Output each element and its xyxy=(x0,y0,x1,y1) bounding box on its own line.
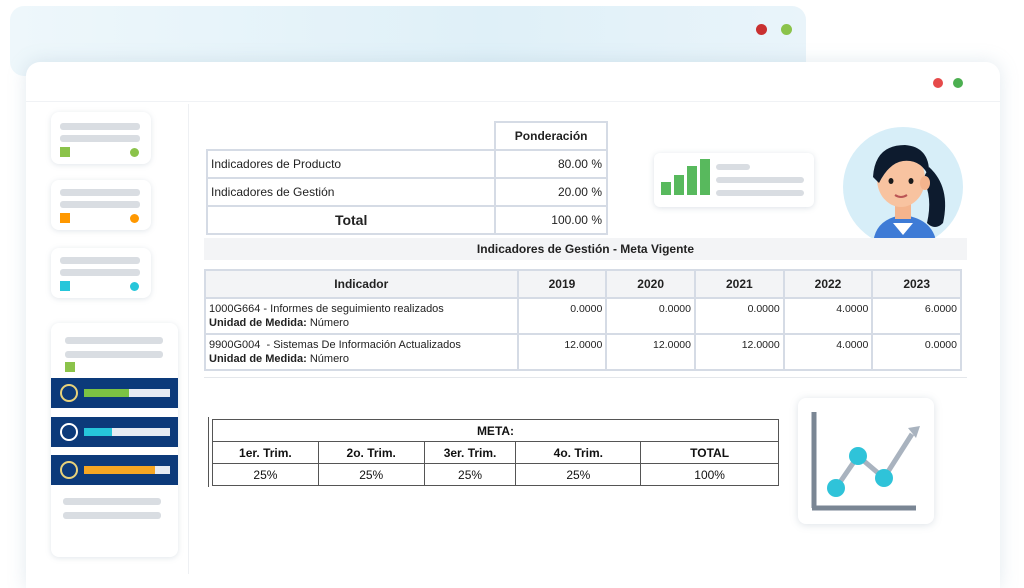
status-dot-icon xyxy=(130,148,139,157)
progress-track xyxy=(84,466,170,474)
circle-icon xyxy=(60,423,78,441)
total-label: Total xyxy=(207,206,495,234)
divider xyxy=(204,377,967,378)
value-cell: 0.0000 xyxy=(695,298,784,334)
meta-table xyxy=(212,419,779,486)
trend-point xyxy=(849,447,867,465)
indicator-name: 1000G664 - Informes de seguimiento realizados xyxy=(209,303,444,315)
meta-header: 3er. Trim. xyxy=(424,442,516,464)
circle-icon xyxy=(60,461,78,479)
column-header: 2021 xyxy=(695,270,784,298)
table-row xyxy=(207,178,607,206)
table-row xyxy=(207,150,607,178)
meta-value: 25% xyxy=(213,464,319,486)
sidebar-card[interactable] xyxy=(51,180,151,230)
window-maximize-dot[interactable] xyxy=(953,78,963,88)
meta-header: 2o. Trim. xyxy=(318,442,424,464)
meta-value-row xyxy=(213,464,779,486)
gestion-table xyxy=(204,269,962,371)
table-row xyxy=(207,206,607,234)
column-header: 2022 xyxy=(784,270,873,298)
indicator-name: 9900G004 - Sistemas De Información Actualizados xyxy=(209,339,461,351)
sidebar-card[interactable] xyxy=(51,112,151,164)
widget-bar xyxy=(687,166,697,195)
unit-label: Unidad de Medida: xyxy=(209,317,307,329)
progress-track xyxy=(84,389,170,397)
unit-value: Número xyxy=(309,353,349,365)
sidebar-nav-item[interactable] xyxy=(51,378,178,408)
column-header: 2019 xyxy=(518,270,607,298)
value-cell: 0.0000 xyxy=(606,298,695,334)
status-dot-icon xyxy=(130,214,139,223)
window-close-dot[interactable] xyxy=(933,78,943,88)
status-square-icon xyxy=(60,147,70,157)
total-value: 100.00 % xyxy=(495,206,607,234)
meta-header-row xyxy=(213,442,779,464)
window-maximize-dot[interactable] xyxy=(781,24,792,35)
user-avatar xyxy=(843,127,963,247)
unit-value: Número xyxy=(309,317,349,329)
unit-label: Unidad de Medida: xyxy=(209,353,307,365)
meta-value: 100% xyxy=(641,464,779,486)
meta-header: 1er. Trim. xyxy=(213,442,319,464)
column-header: Indicador xyxy=(205,270,518,298)
meta-title: META: xyxy=(213,420,779,442)
sidebar-nav-item[interactable] xyxy=(51,455,178,485)
trend-chart-icon xyxy=(798,398,934,524)
value-cell: 0.0000 xyxy=(872,334,961,370)
meta-value: 25% xyxy=(318,464,424,486)
bar-chart-widget xyxy=(654,153,814,207)
section-title: Indicadores de Gestión - Meta Vigente xyxy=(204,238,967,260)
woman-avatar-icon xyxy=(843,127,963,247)
progress-fill xyxy=(84,428,112,436)
value-cell: 4.0000 xyxy=(784,298,873,334)
table-header-row xyxy=(205,270,961,298)
progress-track xyxy=(84,428,170,436)
trend-point xyxy=(875,469,893,487)
value-cell: 0.0000 xyxy=(518,298,607,334)
value-cell: 4.0000 xyxy=(784,334,873,370)
widget-bar xyxy=(661,182,671,195)
sidebar-nav-item[interactable] xyxy=(51,417,178,447)
status-square-icon xyxy=(65,362,75,372)
row-label: Indicadores de Gestión xyxy=(207,178,495,206)
meta-value: 25% xyxy=(516,464,641,486)
line-chart-widget xyxy=(798,398,934,524)
row-value: 20.00 % xyxy=(495,178,607,206)
meta-value: 25% xyxy=(424,464,516,486)
table-row xyxy=(205,334,961,370)
indicator-cell xyxy=(205,298,518,334)
widget-bar xyxy=(700,159,710,195)
window-close-dot[interactable] xyxy=(756,24,767,35)
widget-bar xyxy=(674,175,684,195)
meta-header: 4o. Trim. xyxy=(516,442,641,464)
value-cell: 12.0000 xyxy=(518,334,607,370)
ponderacion-table xyxy=(206,121,608,235)
sidebar-divider xyxy=(188,104,189,574)
status-square-icon xyxy=(60,281,70,291)
status-square-icon xyxy=(60,213,70,223)
progress-fill xyxy=(84,389,129,397)
meta-frame xyxy=(208,417,209,487)
value-cell: 12.0000 xyxy=(695,334,784,370)
column-header: 2020 xyxy=(606,270,695,298)
meta-header: TOTAL xyxy=(641,442,779,464)
table-row xyxy=(205,298,961,334)
trend-point xyxy=(827,479,845,497)
sidebar-card[interactable] xyxy=(51,248,151,298)
column-header: 2023 xyxy=(872,270,961,298)
value-cell: 12.0000 xyxy=(606,334,695,370)
status-dot-icon xyxy=(130,282,139,291)
ponderacion-header: Ponderación xyxy=(495,122,607,150)
row-value: 80.00 % xyxy=(495,150,607,178)
circle-icon xyxy=(60,384,78,402)
value-cell: 6.0000 xyxy=(872,298,961,334)
row-label: Indicadores de Producto xyxy=(207,150,495,178)
progress-fill xyxy=(84,466,155,474)
indicator-cell xyxy=(205,334,518,370)
window-titlebar xyxy=(26,62,1000,102)
